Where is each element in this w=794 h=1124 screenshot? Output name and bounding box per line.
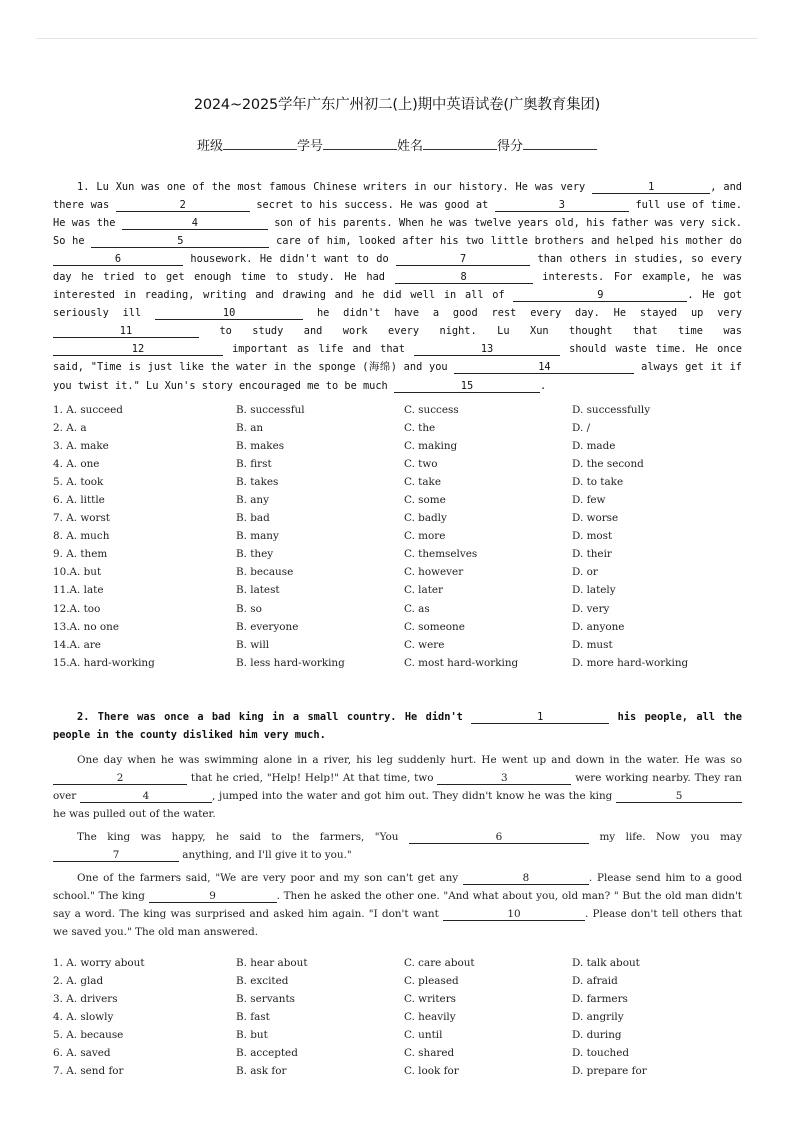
option-choice[interactable]: 5. A. because bbox=[53, 1029, 124, 1042]
passage-segment: housework. He didn't want to do bbox=[183, 253, 397, 266]
answer-blank[interactable]: 8 bbox=[395, 271, 533, 284]
option-choice[interactable]: C. someone bbox=[404, 620, 465, 633]
passage-segment: were working nearby. They ran over bbox=[53, 772, 742, 803]
student-info-line bbox=[0, 135, 794, 154]
option-choice[interactable]: D. angrily bbox=[572, 1011, 624, 1024]
option-choice[interactable]: B. any bbox=[236, 494, 269, 507]
passage-segment: . Then he asked the other one. "And what about you, old man? " But the old man didn't say a word. The king was surprised and asked him again. "I don't want bbox=[53, 890, 742, 921]
option-choice[interactable]: B. ask for bbox=[236, 1065, 287, 1078]
option-choice[interactable]: B. bad bbox=[236, 512, 270, 525]
story-paragraph bbox=[53, 869, 742, 941]
field-score bbox=[497, 135, 597, 154]
option-choice[interactable]: B. hear about bbox=[236, 957, 308, 969]
passage-segment: , and there was bbox=[53, 181, 743, 212]
passage-segment: 1. Lu Xun was one of the most famous Chinese writers in our history. He was very bbox=[77, 181, 593, 193]
answer-blank[interactable]: 2 bbox=[53, 772, 187, 785]
passage-segment: anything, and I'll give it to you." bbox=[179, 849, 352, 862]
answer-blank[interactable]: 7 bbox=[53, 849, 179, 862]
option-choice[interactable]: D. prepare for bbox=[572, 1065, 647, 1078]
passage-segment: . Please don't tell others that we saved you." The old man answered. bbox=[53, 908, 742, 939]
passage-segment: to study and work every night. Lu Xun thought that time was bbox=[199, 325, 742, 338]
option-choice[interactable]: B. excited bbox=[236, 975, 289, 988]
option-choice[interactable]: 6. A. saved bbox=[53, 1047, 111, 1060]
passage-segment: , jumped into the water and got him out. They didn't know he was the king bbox=[211, 790, 617, 803]
option-choice[interactable]: C. later bbox=[404, 584, 443, 597]
passage-intro-text bbox=[53, 708, 742, 744]
passage-segment: his people, all the people in the county disliked him very much. bbox=[53, 711, 742, 742]
option-choice[interactable]: B. will bbox=[236, 638, 270, 651]
option-choice[interactable]: C. themselves bbox=[404, 548, 478, 561]
option-row bbox=[53, 654, 753, 672]
option-row bbox=[53, 509, 753, 527]
option-choice[interactable]: B. takes bbox=[236, 476, 279, 489]
passage-segment: . bbox=[539, 379, 547, 392]
cloze-passage-2-intro bbox=[53, 708, 742, 744]
passage-segment: One of the farmers said, "We are very poor and my son can't get any bbox=[77, 872, 463, 885]
option-choice[interactable]: D. anyone bbox=[572, 620, 625, 633]
option-choice[interactable]: 11.A. late bbox=[53, 584, 104, 597]
option-choice[interactable]: 12.A. too bbox=[53, 602, 101, 615]
passage-segment: should waste time. He once said, "Time is just like the water in the sponge (海绵) and you bbox=[53, 343, 742, 374]
option-choice[interactable]: C. take bbox=[404, 476, 442, 489]
option-choice[interactable]: B. servants bbox=[236, 993, 295, 1006]
passage-segment: . Please send him to a good school." The king bbox=[53, 872, 742, 903]
option-row bbox=[53, 972, 753, 990]
answer-blank[interactable]: 12 bbox=[53, 343, 223, 356]
answer-blank[interactable]: 4 bbox=[80, 790, 212, 803]
option-choice[interactable]: D. touched bbox=[572, 1047, 630, 1060]
passage-segment: important as life and that bbox=[223, 343, 415, 356]
option-choice[interactable]: B. so bbox=[236, 602, 262, 615]
option-row bbox=[53, 527, 753, 545]
passage-segment: full use of time. He was the bbox=[53, 199, 742, 230]
passage-segment: he was pulled out of the water. bbox=[53, 808, 216, 821]
option-choice[interactable]: D. most bbox=[572, 530, 613, 543]
passage-segment: secret to his success. He was good at bbox=[249, 199, 495, 212]
option-choice[interactable]: D. worse bbox=[572, 512, 619, 525]
option-choice[interactable]: C. most hard-working bbox=[404, 656, 519, 669]
option-row bbox=[53, 545, 753, 563]
option-choice[interactable]: D. talk about bbox=[572, 957, 640, 969]
option-row bbox=[53, 1008, 753, 1026]
answer-blank[interactable]: 7 bbox=[396, 253, 530, 266]
option-row bbox=[53, 600, 753, 618]
option-choice[interactable]: D. must bbox=[572, 638, 613, 651]
option-choice[interactable]: D. made bbox=[572, 440, 616, 453]
option-choice[interactable]: B. successful bbox=[236, 404, 305, 416]
option-choice[interactable]: D. their bbox=[572, 548, 612, 561]
option-row bbox=[53, 401, 753, 419]
option-row bbox=[53, 491, 753, 509]
answer-blank[interactable]: 8 bbox=[463, 872, 589, 885]
field-label: 姓名 bbox=[397, 139, 424, 154]
option-choice[interactable]: C. some bbox=[404, 494, 446, 507]
option-choice[interactable]: B. makes bbox=[236, 440, 285, 453]
option-choice[interactable]: B. everyone bbox=[236, 620, 299, 633]
option-row bbox=[53, 473, 753, 491]
passage-segment: One day when he was swimming alone in a river, his leg suddenly hurt. He went up and down in the water. He was so bbox=[77, 754, 742, 766]
option-choice[interactable]: D. more hard-working bbox=[572, 656, 689, 669]
passage-segment: than others in studies, so every day he tried to get enough time to study. He had bbox=[53, 253, 742, 284]
answer-blank[interactable]: 13 bbox=[414, 343, 560, 356]
page-top-rule bbox=[36, 38, 758, 39]
answer-blank[interactable]: 2 bbox=[116, 199, 250, 212]
answer-blank[interactable]: 15 bbox=[394, 380, 540, 393]
passage-segment: my life. Now you may bbox=[588, 831, 742, 844]
option-choice[interactable]: 14.A. are bbox=[53, 638, 101, 651]
option-choice[interactable]: D. very bbox=[572, 602, 610, 615]
option-choice[interactable]: D. during bbox=[572, 1029, 622, 1042]
option-choice[interactable]: D. lately bbox=[572, 584, 616, 597]
option-row bbox=[53, 563, 753, 581]
story-paragraph bbox=[53, 751, 742, 823]
options-table-2 bbox=[53, 954, 753, 1080]
option-choice[interactable]: D. successfully bbox=[572, 404, 651, 416]
option-choice[interactable]: B. because bbox=[236, 566, 294, 579]
field-blank[interactable] bbox=[323, 136, 397, 150]
option-choice[interactable]: C. care about bbox=[404, 957, 475, 969]
option-choice[interactable]: C. badly bbox=[404, 512, 447, 525]
answer-blank[interactable]: 10 bbox=[155, 307, 303, 320]
option-choice[interactable]: 7. A. send for bbox=[53, 1065, 124, 1078]
option-choice[interactable]: 15.A. hard-working bbox=[53, 656, 155, 669]
option-choice[interactable]: D. farmers bbox=[572, 993, 628, 1006]
option-choice[interactable]: 5. A. took bbox=[53, 476, 104, 489]
field-label: 班级 bbox=[196, 139, 223, 154]
option-choice[interactable]: 10.A. but bbox=[53, 566, 102, 579]
option-choice[interactable]: D. or bbox=[572, 566, 598, 579]
option-row bbox=[53, 990, 753, 1008]
answer-blank[interactable]: 9 bbox=[513, 289, 687, 302]
story-paragraph bbox=[53, 828, 742, 864]
field-student-number bbox=[297, 135, 397, 154]
answer-blank[interactable]: 11 bbox=[53, 325, 199, 338]
options-table-1 bbox=[53, 401, 753, 672]
option-choice[interactable]: B. but bbox=[236, 1029, 268, 1042]
answer-blank[interactable]: 14 bbox=[454, 361, 634, 374]
option-choice[interactable]: 1. A. worry about bbox=[53, 957, 145, 969]
passage-segment: son of his parents. When he was twelve years old, his father was very sick. So he bbox=[53, 217, 742, 248]
answer-blank[interactable]: 1 bbox=[471, 711, 609, 724]
field-class bbox=[197, 135, 297, 154]
option-row bbox=[53, 1062, 753, 1080]
option-choice[interactable]: 2. A. glad bbox=[53, 975, 104, 988]
option-row bbox=[53, 419, 753, 437]
option-choice[interactable]: 7. A. worst bbox=[53, 512, 110, 525]
option-choice[interactable]: C. until bbox=[404, 1029, 443, 1042]
option-choice[interactable]: 9. A. them bbox=[53, 548, 108, 561]
option-choice[interactable]: 8. A. much bbox=[53, 530, 110, 543]
passage-segment: interests. For example, he was interested in reading, writing and drawing and he did well in all of bbox=[53, 271, 742, 302]
field-name bbox=[397, 135, 497, 154]
option-row bbox=[53, 437, 753, 455]
passage-segment: The king was happy, he said to the farmers, "You bbox=[77, 831, 409, 844]
passage-segment: that he cried, "Help! Help!" At that time, two bbox=[187, 772, 438, 785]
option-row bbox=[53, 455, 753, 473]
option-choice[interactable]: 4. A. slowly bbox=[53, 1011, 114, 1024]
option-choice[interactable]: B. they bbox=[236, 548, 274, 561]
option-choice[interactable]: D. to take bbox=[572, 476, 624, 489]
option-choice[interactable]: D. afraid bbox=[572, 975, 618, 988]
option-choice[interactable]: C. were bbox=[404, 638, 445, 651]
option-row bbox=[53, 1026, 753, 1044]
option-choice[interactable]: 2. A. a bbox=[53, 422, 87, 435]
option-choice[interactable]: C. more bbox=[404, 530, 446, 543]
field-blank[interactable] bbox=[523, 136, 597, 150]
answer-blank[interactable]: 5 bbox=[616, 790, 742, 803]
option-choice[interactable]: B. accepted bbox=[236, 1047, 298, 1060]
passage-text bbox=[53, 178, 742, 395]
passage-segment: care of him, looked after his two little brothers and helped his mother do bbox=[269, 235, 742, 248]
field-blank[interactable] bbox=[423, 136, 497, 150]
field-blank[interactable] bbox=[223, 136, 297, 150]
option-choice[interactable]: C. writers bbox=[404, 993, 456, 1006]
answer-blank[interactable]: 6 bbox=[409, 831, 589, 844]
option-row bbox=[53, 1044, 753, 1062]
option-choice[interactable]: C. however bbox=[404, 566, 464, 579]
option-choice[interactable]: B. an bbox=[236, 422, 264, 435]
field-label: 学号 bbox=[296, 139, 323, 154]
option-choice[interactable]: 3. A. drivers bbox=[53, 993, 118, 1006]
answer-blank[interactable]: 10 bbox=[443, 908, 585, 921]
answer-blank[interactable]: 3 bbox=[495, 199, 629, 212]
option-choice[interactable]: D. / bbox=[572, 422, 591, 435]
field-label: 得分 bbox=[497, 139, 524, 154]
option-choice[interactable]: 4. A. one bbox=[53, 458, 100, 471]
option-choice[interactable]: B. many bbox=[236, 530, 279, 543]
option-choice[interactable]: 13.A. no one bbox=[53, 620, 119, 633]
passage-segment: 2. There was once a bad king in a small country. He didn't bbox=[77, 711, 472, 723]
answer-blank[interactable]: 1 bbox=[592, 181, 710, 194]
passage-segment: always get it if you twist it." Lu Xun's story encouraged me to be much bbox=[53, 361, 742, 392]
cloze-passage-2-story bbox=[53, 751, 742, 946]
option-choice[interactable]: 3. A. make bbox=[53, 440, 109, 453]
option-choice[interactable]: B. fast bbox=[236, 1011, 270, 1024]
passage-segment: he didn't have a good rest every day. He stayed up very bbox=[303, 307, 742, 320]
option-choice[interactable]: C. making bbox=[404, 440, 458, 453]
option-choice[interactable]: B. less hard-working bbox=[236, 656, 345, 669]
answer-blank[interactable]: 6 bbox=[53, 253, 183, 266]
answer-blank[interactable]: 5 bbox=[91, 235, 269, 248]
option-choice[interactable]: C. success bbox=[404, 404, 459, 416]
cloze-passage-1 bbox=[53, 178, 742, 395]
answer-blank[interactable]: 4 bbox=[122, 217, 268, 230]
answer-blank[interactable]: 3 bbox=[437, 772, 571, 785]
option-choice[interactable]: C. look for bbox=[404, 1065, 459, 1078]
answer-blank[interactable]: 9 bbox=[149, 890, 277, 903]
option-choice[interactable]: B. latest bbox=[236, 584, 280, 597]
option-choice[interactable]: 1. A. succeed bbox=[53, 404, 123, 416]
option-choice[interactable]: C. two bbox=[404, 458, 438, 471]
option-row bbox=[53, 954, 753, 972]
option-choice[interactable]: C. shared bbox=[404, 1047, 455, 1060]
option-choice[interactable]: D. few bbox=[572, 494, 606, 507]
option-choice[interactable]: C. as bbox=[404, 602, 430, 615]
page-title: 2024~2025学年广东广州初二(上)期中英语试卷(广奥教育集团) bbox=[193, 97, 601, 113]
option-choice[interactable]: 6. A. little bbox=[53, 494, 105, 507]
option-row bbox=[53, 636, 753, 654]
option-choice[interactable]: C. heavily bbox=[404, 1011, 456, 1024]
option-choice[interactable]: B. first bbox=[236, 458, 272, 471]
option-choice[interactable]: C. the bbox=[404, 422, 436, 435]
passage-segment: . He got seriously ill bbox=[53, 289, 742, 320]
option-choice[interactable]: D. the second bbox=[572, 458, 644, 471]
option-choice[interactable]: C. pleased bbox=[404, 975, 459, 988]
option-row bbox=[53, 581, 753, 599]
option-row bbox=[53, 618, 753, 636]
